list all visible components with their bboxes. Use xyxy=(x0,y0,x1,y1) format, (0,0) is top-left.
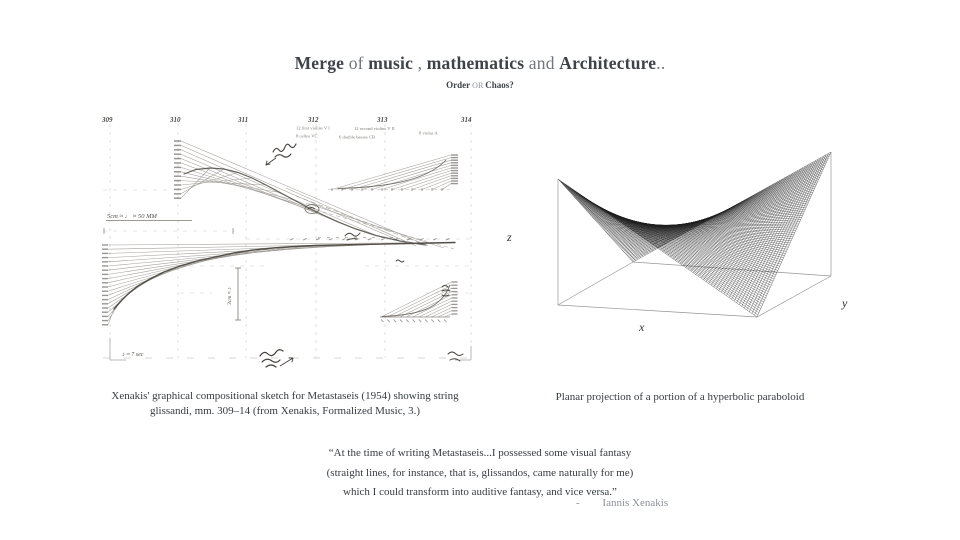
annotation-tempo-mid: 3cm ≈ ♪ xyxy=(227,287,233,305)
ruling-lines xyxy=(558,152,831,317)
scribbles xyxy=(260,144,463,367)
quote-line: which I could transform into auditive fantasy, and vice versa.” xyxy=(343,486,617,498)
quote-block xyxy=(255,444,705,503)
measure-number: 314 xyxy=(461,116,472,124)
annotation-duration: ♪ ≈ 7 sec xyxy=(122,352,144,358)
title-word-bold: music xyxy=(368,53,414,73)
measure-number: 312 xyxy=(308,116,319,124)
title-word-bold: Architecture xyxy=(559,53,657,73)
title-word-bold: Order xyxy=(446,80,471,90)
quote-attribution xyxy=(480,497,740,509)
title-word-light: OR xyxy=(470,81,486,90)
measure-number: 309 xyxy=(102,116,113,124)
z-axis-label: z xyxy=(507,230,512,244)
quote-attribution-dash: - xyxy=(576,497,580,509)
page-title xyxy=(0,53,960,74)
lower-glissandi-fan xyxy=(102,238,455,325)
measure-numbers xyxy=(101,116,472,124)
legend-entry: 8 cellos VC xyxy=(296,133,318,139)
x-axis-label: x xyxy=(639,320,645,334)
caption-left-line2: glissandi, mm. 309–14 (from Xenakis, Formalized Music, 3.) xyxy=(149,405,421,417)
measure-number: 313 xyxy=(377,116,388,124)
quote-line: “At the time of writing Metastaseis...I possessed some visual fantasy xyxy=(328,447,632,459)
measure-number: 310 xyxy=(170,116,181,124)
title-word-bold: Chaos? xyxy=(485,80,514,90)
legend-entry: 6 double basses CB xyxy=(339,134,376,140)
measure-grid xyxy=(103,124,471,360)
legend-entry: 12 first violins V I xyxy=(296,125,330,131)
title-word-light: and xyxy=(524,53,560,73)
measure-number: 311 xyxy=(238,116,249,124)
y-axis-label: y xyxy=(842,296,848,310)
legend-entry: 12 second violins V II xyxy=(354,126,395,131)
title-word-bold: Merge xyxy=(294,53,345,73)
title-word-light: of xyxy=(344,53,369,73)
caption-right: Planar projection of a portion of a hyperbolic paraboloid xyxy=(555,391,805,403)
bottom-right-fan xyxy=(380,282,458,322)
hyperbolic-paraboloid-svg xyxy=(490,135,860,340)
page-subtitle xyxy=(0,80,960,90)
upper-glissandi-fan xyxy=(174,141,454,249)
caption-left xyxy=(60,389,510,419)
annotation-tempo-top: 5cm ≈ ♩ ≈ 50 MM xyxy=(107,213,157,220)
xenakis-sketch-svg xyxy=(100,108,480,380)
instrument-legend xyxy=(296,126,438,140)
title-word-light: , xyxy=(413,53,427,73)
title-word-bold: mathematics xyxy=(426,53,525,73)
caption-left-line1: Xenakis' graphical compositional sketch for Metastaseis (1954) showing string xyxy=(111,390,459,402)
quote-line: (straight lines, for instance, that is, glissandos, came naturally for me) xyxy=(326,466,634,479)
top-right-fan xyxy=(328,155,458,191)
legend-entry: 8 violas A xyxy=(419,130,438,136)
title-word-light: .. xyxy=(656,53,666,73)
quote-attribution-name: Iannis Xenakis xyxy=(602,497,669,509)
